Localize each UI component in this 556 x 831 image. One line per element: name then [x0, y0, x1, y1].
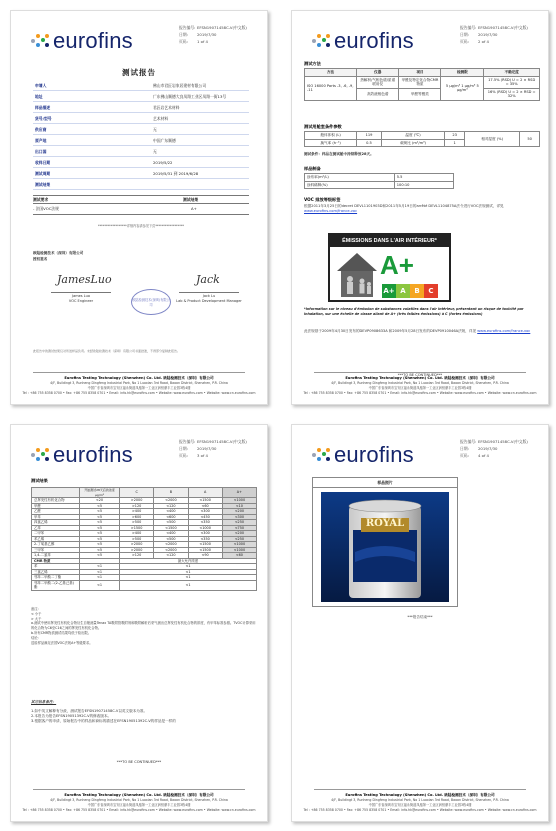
continued-note: ***TO BE CONTINUED*** — [116, 760, 162, 764]
report-date: 2019/7/30 — [197, 32, 217, 37]
table-cell: >120 — [120, 503, 154, 509]
revision-notes: 1.如中英文解释有分歧，测试报告EFSN19071458C-V以英文版本为准。 2.本报告为报告EFSN19051392C-V的修改版本。 3.根据客户的申请，原始报告中的样品和商标的描述在EFSN19051392C-V的样品是一样的 — [31, 709, 176, 724]
chamber-note: 测试条件：样品在测试舱中持续释放28天。 — [304, 152, 374, 156]
signer-2: Jack Lu Lab & Product Development Manager — [176, 294, 242, 303]
table-cell: <250 — [222, 520, 256, 526]
logo-dots-icon — [312, 447, 330, 463]
table-cell: <300 — [222, 514, 256, 520]
report-page-4 — [291, 424, 549, 822]
badge-grade: A+ — [380, 250, 414, 280]
logo-dots-icon — [312, 33, 330, 49]
continued-note: ***TO BE CONTINUED*** — [397, 373, 443, 377]
disclaimer: 此报告中的测试结果仅对所送样品负责。未经欧陆检测技术（深圳）有限公司书面批准，不得部分复制此报告。 — [33, 349, 181, 353]
eurofins-logo: eurofins — [312, 442, 414, 468]
badge-scale — [382, 284, 438, 298]
table-cell: 邻苯二甲酸二(2-乙基己基)酯 — [32, 580, 80, 590]
table-cell: >2000 — [120, 542, 154, 548]
table-cell: 乙苯 — [32, 525, 80, 531]
table-cell: <500 — [154, 520, 188, 526]
table-cell: <2000 — [154, 498, 188, 504]
company-stamp: 欧陆检测技术(深圳)有限公司 — [131, 289, 171, 315]
table-cell: <5 — [80, 503, 120, 509]
table-cell: <1 — [80, 564, 120, 570]
table-cell: <1 — [80, 569, 120, 575]
method-table: 方法 仪器 项目 检测限 不确定度 ISO 16000 Parts -3, -6, -9, -11 热解析/气相色谱/质谱联用仪 甲醛及特定化合物CMR物质 5 μg/m³ 1 μg/m³ 5 μg/m³ 17.5% (RSD) U = 2 × RSD = 35% 高效液相色谱 甲醛等醛类 16% (RSD) U = 2 × RSD = 32% — [304, 68, 540, 101]
page-footer: Eurofins Testing Technology (Shenzhen) Co. Ltd. 欧陆检测技术（深圳）有限公司 4/F, Buildingt 3, Runheng Dingfeng Industrial Park, No 1 Luoxian 3rd Road, Baoan District, Shenzhen, P.R. China 中国广东省深圳市宝安区福永街道凤凰第一工业区润恒鼎丰工业园3栋4楼 Tel : +86 755 8358 0700 • Fax: +86 755 8358 0701 • Email: info.hk@eurofins.com • Website: www.eurofins.com • Website: www.cn.eurofins.com — [11, 789, 267, 813]
table-cell: <750 — [222, 525, 256, 531]
signature-line — [51, 292, 111, 293]
report-meta: 报告编号: EFSN19071458C-V(中文版) 日期: 2019/7/30 页码: 1 of 4 — [179, 25, 247, 44]
table-cell: 甲醛 — [32, 503, 80, 509]
table-cell: <1500 — [188, 542, 222, 548]
info-row-origin: 原产地 中国广东顺德 — [33, 136, 249, 146]
table-cell: <1500 — [154, 525, 188, 531]
info-row-received: 收样日期 2019/5/22 — [33, 158, 249, 168]
eurofins-logo: eurofins — [31, 442, 133, 468]
divider — [33, 195, 249, 196]
table-cell: 苯乙烯 — [32, 536, 80, 542]
table-cell: <1500 — [188, 498, 222, 504]
eurofins-logo: eurofins — [312, 28, 414, 54]
table-cell: <20 — [80, 498, 120, 504]
page-footer: Eurofins Testing Technology (Shenzhen) Co. Ltd. 欧陆检测技术（深圳）有限公司 4/F, Buildingt 3, Runheng Dingfeng Industrial Park, No 1 Luoxian 3rd Road, Baoan District, Shenzhen, P.R. China 中国广东省深圳市宝安区福永街道凤凰第一工业区润恒鼎丰工业园3栋4楼 Tel : +86 755 8358 0700 • Fax: +86 755 8358 0701 • Email: info.hk@eurofins.com • Website: www.eurofins.com • Website: www.cn.eurofins.com — [11, 372, 267, 396]
revision-title: 其它信息备注： — [31, 700, 57, 704]
report-title: 测试报告 — [122, 68, 156, 77]
signatory-label: 授权签名 — [33, 257, 48, 261]
table-cell: <1 — [120, 564, 257, 570]
info-row-period: 测试周期 2019/5/31 到 2019/6/28 — [33, 169, 249, 179]
table-cell: <5 — [80, 542, 120, 548]
photo-title: 样品照片 — [313, 478, 457, 488]
voc-title: VOC 排放等级标签 — [304, 197, 341, 202]
voc-emission-badge — [328, 233, 451, 302]
end-of-page-note: ******************详细内容请参见下页****************** — [97, 224, 185, 228]
table-cell: <450 — [188, 514, 222, 520]
sample-table — [304, 173, 454, 189]
divider — [33, 214, 249, 215]
method-title: 测试方法 — [304, 61, 321, 66]
logo-dots-icon — [31, 33, 49, 49]
voc-link[interactable]: www.eurofins.com/france-voc — [304, 209, 358, 214]
table-cell: <2000 — [154, 542, 188, 548]
page-footer: Eurofins Testing Technology (Shenzhen) Co. Ltd. 欧陆检测技术（深圳）有限公司 4/F, Buildingt 3, Runheng Dingfeng Industrial Park, No 1 Luoxian 3rd Road, Baoan District, Shenzhen, P.R. China 中国广东省深圳市宝安区福永街道凤凰第一工业区润恒鼎丰工业园3栋4楼 Tel : +86 755 8358 0700 • Fax: +86 755 8358 0701 • Email: info.hk@eurofins.com • Website: www.eurofins.com • Website: www.cn.eurofins.com — [292, 789, 548, 813]
badge-caption: *Information sur le niveau d'émission de substances volatiles dans l'air intérieur, présentant un risque de toxicité par inhalation, sur une échelle de classe allant de A+ (très faibles émissions) à C (fortes émissions) — [304, 307, 524, 316]
table-row: 涂布率(m²/L) 5.5 — [305, 174, 454, 182]
sample-photo — [321, 492, 449, 602]
table-cell: <120 — [154, 503, 188, 509]
table-cell: <200 — [222, 509, 256, 515]
end-of-report: ***报告结束*** — [407, 615, 433, 619]
table-cell: <5 — [80, 547, 120, 553]
info-row-address: 地址 广东佛山顺德大良凤翔工业区凤翔一街13号 — [33, 92, 249, 102]
house-family-icon — [335, 251, 380, 299]
report-page-2 — [291, 10, 549, 405]
results-row: - 法国VOC法规 A+ — [33, 206, 197, 211]
signature-jack: Jack — [196, 273, 220, 286]
table-row: 舱体体积 (L) 119 温度 (℃) 23 相对湿度 (%) 50 — [305, 132, 540, 140]
lab-name: 欧陆检测技术（深圳）有限公司 — [33, 251, 84, 255]
table-row: 换气率 (h⁻¹) 0.5 载荷比 (m²/m³) 1 — [305, 139, 540, 147]
report-meta: 报告编号: EFSN19071458C-V(中文版) 日期: 2019/7/30 页码: 3 of 4 — [179, 439, 247, 458]
table-cell: >1500 — [120, 525, 154, 531]
table-cell: <120 — [154, 553, 188, 559]
table-cell: <400 — [154, 531, 188, 537]
table-cell: >400 — [120, 531, 154, 537]
table-cell: <1 — [120, 575, 257, 581]
table-cell: <250 — [222, 536, 256, 542]
table-cell: <5 — [80, 509, 120, 515]
paint-bucket-image — [321, 492, 449, 602]
info-row-supplier: 供应商 无 — [33, 125, 249, 135]
table-cell: <1500 — [188, 547, 222, 553]
signature-line — [179, 292, 239, 293]
results-table: 开始测试28天后的浓度 µg/m³ C B A A+ 总挥发性有机化合物 <20 >2000 <2000 <1500 <1000 甲醛 <5 >120 <120 <60 <10 乙醛 <5 >400 <400 <300 <200 甲苯 <5 >600 <600 <450 <300 四氯乙烯 <5 >500 <500 <350 <250 乙苯 <5 >1500 <1500 <1000 <750 二甲苯 <5 >400 <400 <300 <200 苯乙烯 <5 >500 <500 <350 <250 2-丁氧基乙醇 <5 >2000 <2000 <1500 <1000 三甲苯 <5 >2000 <2000 <1500 <1000 1,4-二氯苯 <5 >120 <120 <90 <60 CMR 物质 最大允许浓度 苯 <1 <1 三氯乙烯 <1 <1 邻苯二甲酸二丁酯 <1 <1 邻苯二甲酸二(2-乙基己基)酯 <1 <1 — [31, 487, 257, 591]
table-cell: >400 — [120, 509, 154, 515]
info-row-sample: 样品描述 君匠岩艺术材料 — [33, 103, 249, 113]
table-cell: <1 — [80, 580, 120, 590]
table-cell: <5 — [80, 531, 120, 537]
table-row — [32, 580, 257, 590]
scale-a-plus: A+ — [382, 284, 396, 298]
divider — [33, 203, 249, 204]
table-cell: >120 — [120, 553, 154, 559]
page-number: 1 of 4 — [197, 39, 208, 44]
report-page-1 — [10, 10, 268, 405]
table-cell: <1000 — [222, 547, 256, 553]
table-cell: >500 — [120, 520, 154, 526]
update-text: 此法规基于2009年4月30日发布的DEVP0908633A 和2009年5月28日发布的DEVP0910046A法规，详见 www.eurofins.com/france-voc — [304, 329, 531, 333]
table-cell: <600 — [154, 514, 188, 520]
info-row-model: 货号/型号 艺术材料 — [33, 114, 249, 124]
table-cell: >2000 — [120, 498, 154, 504]
table-cell: <1 — [120, 569, 257, 575]
table-cell: <1 — [80, 575, 120, 581]
page-footer: Eurofins Testing Technology (Shenzhen) Co. Ltd. 欧陆检测技术（深圳）有限公司 4/F, Buildingt 3, Runheng Dingfeng Industrial Park, No 1 Luoxian 3rd Road, Baoan District, Shenzhen, P.R. China 中国广东省深圳市宝安区福永街道凤凰第一工业区润恒鼎丰工业园3栋4楼 Tel : +86 755 8358 0700 • Fax: +86 755 8358 0701 • Email: info.hk@eurofins.com • Website: www.eurofins.com • Website: www.cn.eurofins.com — [292, 372, 548, 396]
table-cell: <1000 — [222, 542, 256, 548]
table-cell: <60 — [222, 553, 256, 559]
table-cell: 甲苯 — [32, 514, 80, 520]
report-meta: 报告编号: EFSN19071458C-V(中文版) 日期: 2019/7/30 页码: 4 of 4 — [460, 439, 528, 458]
table-cell: >2000 — [120, 547, 154, 553]
table-row: 高效液相色谱 甲醛等醛类 16% (RSD) U = 2 × RSD = 32% — [305, 88, 540, 100]
table-cell: 总挥发性有机化合物 — [32, 498, 80, 504]
report-meta: 报告编号: EFSN19071458C-V(中文版) 日期: 2019/7/30 页码: 2 of 4 — [460, 25, 528, 44]
table-cell: <1000 — [222, 498, 256, 504]
table-cell: 苯 — [32, 564, 80, 570]
table-cell: <400 — [154, 509, 188, 515]
table-cell: <2000 — [154, 547, 188, 553]
info-row-results: 测试结果 — [33, 180, 249, 190]
scale-c: C — [424, 284, 438, 298]
results-title: 测试结果 — [31, 478, 48, 483]
table-cell: <300 — [188, 531, 222, 537]
signature-james: JamesLuo — [57, 273, 112, 286]
info-row-export: 出口国 无 — [33, 147, 249, 157]
scale-b: B — [410, 284, 424, 298]
table-cell: 1,4-二氯苯 — [32, 553, 80, 559]
table-cell: 四氯乙烯 — [32, 520, 80, 526]
table-cell: <5 — [80, 525, 120, 531]
sample-title: 样品制备 — [304, 166, 321, 171]
table-cell: <500 — [154, 536, 188, 542]
table-cell: <60 — [188, 503, 222, 509]
sample-photo-box — [312, 477, 458, 607]
table-row: ISO 16000 Parts -3, -6, -9, -11 热解析/气相色谱/质谱联用仪 甲醛及特定化合物CMR物质 5 μg/m³ 1 μg/m³ 5 μg/m³ 17.5% (RSD) U = 2 × RSD = 35% — [305, 76, 540, 88]
table-cell: <5 — [80, 514, 120, 520]
signer-1: James Luo VOC Engineer — [68, 294, 94, 303]
results-header: 测试要求 测试结果 — [33, 197, 199, 202]
table-cell: <5 — [80, 520, 120, 526]
eurofins-logo — [31, 28, 133, 54]
table-cell: <90 — [188, 553, 222, 559]
chamber-title: 测试用舱室条件参数 — [304, 124, 342, 129]
voc-text: 根据2011年3月25日的decret DEVL1101903D和2011年5月19日的arrêté DEVL1104875A法令进行VOC法规测试，详见 www.eurofins.com/france-voc — [304, 204, 504, 214]
table-cell: 三氯乙烯 — [32, 569, 80, 575]
table-cell: <200 — [222, 531, 256, 537]
table-cell: 三甲苯 — [32, 547, 80, 553]
chamber-table — [304, 131, 540, 147]
table-cell: 乙醛 — [32, 509, 80, 515]
table-cell: <10 — [222, 503, 256, 509]
badge-title: ÉMISSIONS DANS L'AIR INTÉRIEUR* — [330, 235, 449, 247]
table-cell: 邻苯二甲酸二丁酯 — [32, 575, 80, 581]
table-cell: <300 — [188, 509, 222, 515]
table-cell: <350 — [188, 536, 222, 542]
table-cell: 2-丁氧基乙醇 — [32, 542, 80, 548]
table-cell: <350 — [188, 520, 222, 526]
table-cell: >600 — [120, 514, 154, 520]
update-link[interactable]: www.eurofins.com/france-voc — [477, 329, 531, 333]
product-label: ROYAL — [365, 518, 405, 529]
table-cell: <5 — [80, 553, 120, 559]
table-cell: >500 — [120, 536, 154, 542]
report-number: EFSN19071458C-V(中文版) — [197, 25, 247, 30]
table-cell: <1000 — [188, 525, 222, 531]
logo-text: eurofins — [53, 28, 133, 53]
scale-a: A — [396, 284, 410, 298]
results-notes: 备注： < 小于 > 大于 a.测试中使用挥发性有机化合物衍生自舱测量Tenax TA吸附管吸附剂和吸附解析后采气测出总挥发性有机化合物的浓度，有甲苯标准参照。TVOC计算采用的化合物为C6至C16之间的挥发性有机化合物。 b.所有CMR物质测试结果均低于检出限。 结论： 送检样品满足法国VOC法规A+等级要求。 — [31, 607, 256, 645]
report-page-3 — [10, 424, 268, 822]
info-row-applicant: 申请人 佛山市君匠岩家居建材有限公司 — [33, 81, 249, 91]
logo-dots-icon — [31, 447, 49, 463]
table-cell: 二甲苯 — [32, 531, 80, 537]
table-cell: <5 — [80, 536, 120, 542]
table-cell: <1 — [120, 580, 257, 590]
table-row: 涂料稀释(%) 100:10 — [305, 181, 454, 189]
